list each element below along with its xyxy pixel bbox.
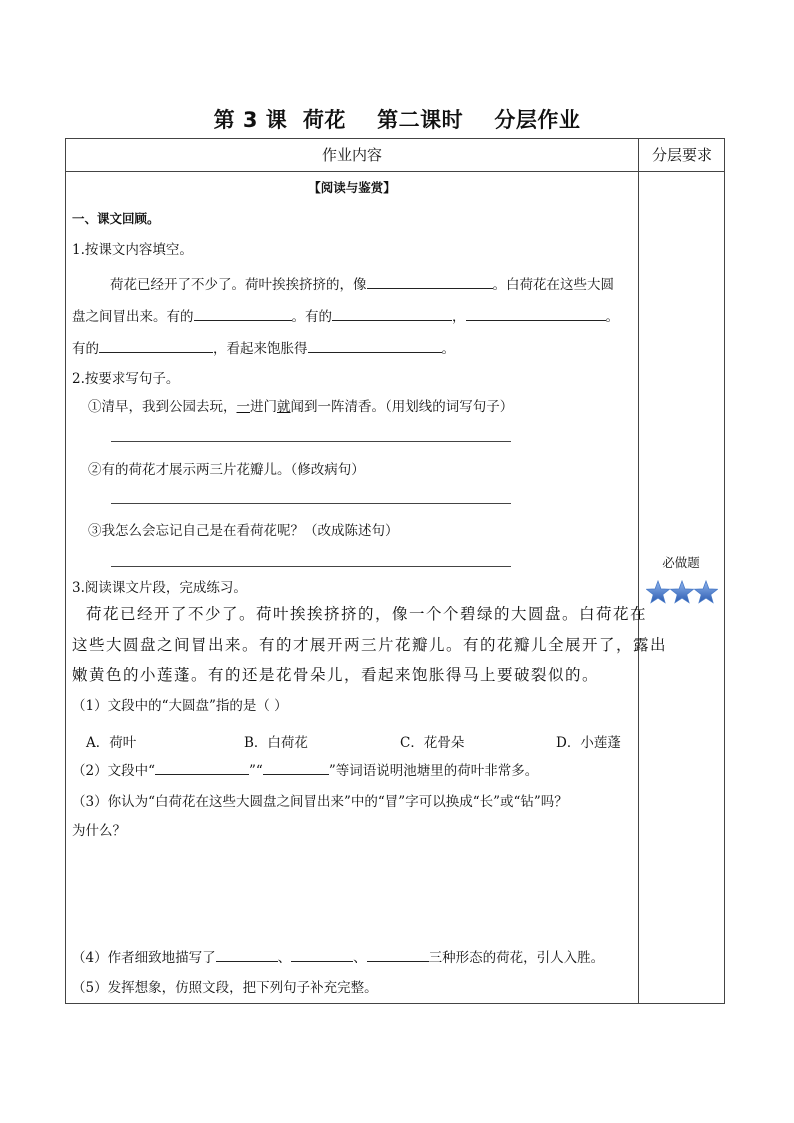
- q1-line1: 荷花已经开了不少了。荷叶挨挨挤挤的，像 。白荷花在这些大圆: [110, 277, 614, 293]
- q3-sub2: （2）文段中“ ”“ ”等词语说明池塘里的荷叶非常多。: [72, 763, 539, 779]
- option-b[interactable]: B．白荷花: [244, 735, 308, 751]
- q3-sub3-line1: （3）你认为“白荷花在这些大圆盘之间冒出来”中的“冒”字可以换成“长”或“钻”吗？: [72, 794, 568, 810]
- fill-blank[interactable]: [216, 948, 278, 962]
- fill-blank[interactable]: [308, 339, 442, 353]
- requirement-label: 必做题: [662, 555, 700, 570]
- passage-line: 嫩黄色的小莲蓬。有的还是花骨朵儿，看起来饱胀得马上要破裂似的。: [72, 666, 600, 684]
- q3-sub4: （4）作者细致地描写了 、 、 三种形态的荷花，引人入胜。: [72, 950, 605, 966]
- fill-blank[interactable]: [291, 948, 353, 962]
- column-header-content: 作业内容: [321, 146, 382, 164]
- star-icon: [695, 581, 718, 603]
- difficulty-stars: [646, 579, 718, 605]
- option-c[interactable]: C．花骨朵: [400, 735, 465, 751]
- q3-sub1: （1）文段中的“大圆盘”指的是（ ）: [72, 698, 288, 714]
- fill-blank[interactable]: [263, 761, 329, 775]
- passage-line: 这些大圆盘之间冒出来。有的才展开两三片花瓣儿。有的花瓣儿全展开了，露出: [72, 636, 668, 654]
- section-heading: 【阅读与鉴赏】: [308, 180, 396, 195]
- option-d[interactable]: D．小莲蓬: [556, 735, 621, 751]
- column-header-requirement: 分层要求: [651, 146, 712, 164]
- homework-table: [65, 138, 725, 1004]
- answer-line[interactable]: [111, 441, 511, 442]
- q2-label: 2.按要求写句子。: [72, 371, 180, 387]
- fill-blank[interactable]: [155, 761, 249, 775]
- q3-sub5: （5）发挥想象，仿照文段，把下列句子补充完整。: [72, 980, 378, 996]
- star-icon: [647, 581, 670, 603]
- fill-blank[interactable]: [466, 307, 606, 321]
- page-title: 第 3 课 荷花 第二课时 分层作业: [213, 108, 581, 132]
- answer-line[interactable]: [111, 503, 511, 504]
- column-divider: [638, 139, 639, 1003]
- fill-blank[interactable]: [367, 948, 429, 962]
- fill-blank[interactable]: [99, 339, 213, 353]
- q1-line3: 有的 ，看起来饱胀得 。: [72, 341, 455, 357]
- q1-line2: 盘之间冒出来。有的 。有的 ， 。: [72, 309, 619, 325]
- q2-sentence3: ③我怎么会忘记自己是在看荷花呢？（改成陈述句）: [88, 523, 399, 539]
- fill-blank[interactable]: [367, 275, 493, 289]
- part1-heading: 一、课文回顾。: [72, 211, 160, 226]
- passage-line: 荷花已经开了不少了。荷叶挨挨挤挤的，像一个个碧绿的大圆盘。白荷花在: [86, 605, 648, 623]
- fill-blank[interactable]: [332, 307, 452, 321]
- star-icon: [671, 581, 694, 603]
- answer-line[interactable]: [111, 566, 511, 567]
- q2-sentence2: ②有的荷花才展示两三片花瓣儿。（修改病句）: [88, 462, 365, 478]
- q2-sentence1: ①清早，我到公园去玩，一进门就闻到一阵清香。（用划线的词写句子）: [88, 399, 514, 415]
- q3-sub3-line2: 为什么？: [72, 823, 126, 839]
- q3-label: 3.阅读课文片段，完成练习。: [72, 580, 247, 596]
- option-a[interactable]: A．荷叶: [86, 735, 137, 751]
- q1-label: 1.按课文内容填空。: [72, 242, 193, 258]
- header-divider: [66, 171, 724, 172]
- fill-blank[interactable]: [194, 307, 292, 321]
